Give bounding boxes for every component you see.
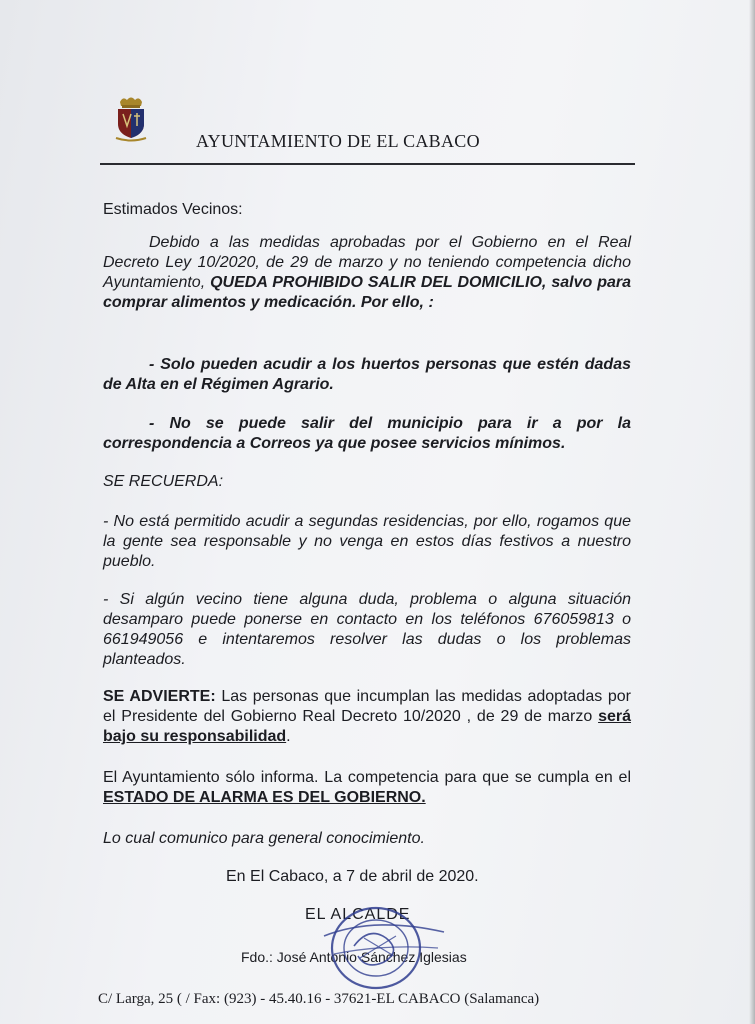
- decree-text: Debido a las medidas aprobadas por el Gobierno en el Real Decreto Ley 10/2020, de 29 de marzo y no teniendo competencia dicho Ayuntamiento,: [103, 234, 631, 291]
- warning-paragraph: [103, 687, 631, 747]
- paragraph-decree: [103, 233, 631, 313]
- warning-label: SE ADVIERTE:: [103, 688, 216, 705]
- page-edge-shadow: [749, 0, 755, 1024]
- greeting: Estimados Vecinos:: [103, 201, 243, 218]
- reminder-second-homes: - No está permitido acudir a segundas residencias, por ello, rogamos que la gente sea responsable y no venga en estos días festivos a nuestro pueblo.: [103, 513, 631, 570]
- competence-paragraph: [103, 768, 631, 808]
- signature-role: EL ALCALDE: [305, 906, 411, 923]
- closing-line: Lo cual comunico para general conocimiento.: [103, 830, 425, 847]
- coat-of-arms-icon: [114, 96, 148, 142]
- competence-emphasis: ESTADO DE ALARMA ES DEL GOBIERNO.: [103, 789, 426, 806]
- warning-end: .: [286, 728, 291, 745]
- competence-text: El Ayuntamiento sólo informa. La competencia para que se cumpla en el: [103, 769, 631, 786]
- rule-orchards: - Solo pueden acudir a los huertos personas que estén dadas de Alta en el Régimen Agrario.: [103, 356, 631, 393]
- rule-municipality: - No se puede salir del municipio para ir a por la correspondencia a Correos ya que posee servicios mínimos.: [103, 415, 631, 452]
- date-line: En El Cabaco, a 7 de abril de 2020.: [226, 868, 479, 885]
- warning-emphasis: será bajo su responsabilidad: [103, 708, 631, 745]
- header-divider: [100, 163, 635, 165]
- reminder-contact: - Si algún vecino tiene alguna duda, problema o alguna situación desamparo puede ponerse en contacto en los teléfonos 676059813 o 661949056 e intentaremos resolver las dudas o los problemas planteados.: [103, 591, 631, 668]
- signature-name: Fdo.: José Antonio Sánchez Iglesias: [241, 949, 467, 965]
- reminder-heading: SE RECUERDA:: [103, 473, 224, 490]
- page-title: AYUNTAMIENTO DE EL CABACO: [196, 131, 480, 151]
- warning-text: Las personas que incumplan las medidas adoptadas por el Presidente del Gobierno Real Decreto 10/2020 , de 29 de marzo: [103, 688, 632, 725]
- official-stamp-icon: [314, 896, 450, 996]
- footer-address: C/ Larga, 25 ( / Fax: (923) - 45.40.16 - 37621-EL CABACO (Salamanca): [98, 991, 540, 1007]
- decree-prohibition: QUEDA PROHIBIDO SALIR DEL DOMICILIO, salvo para comprar alimentos y medicación. Por ello, :: [103, 274, 631, 311]
